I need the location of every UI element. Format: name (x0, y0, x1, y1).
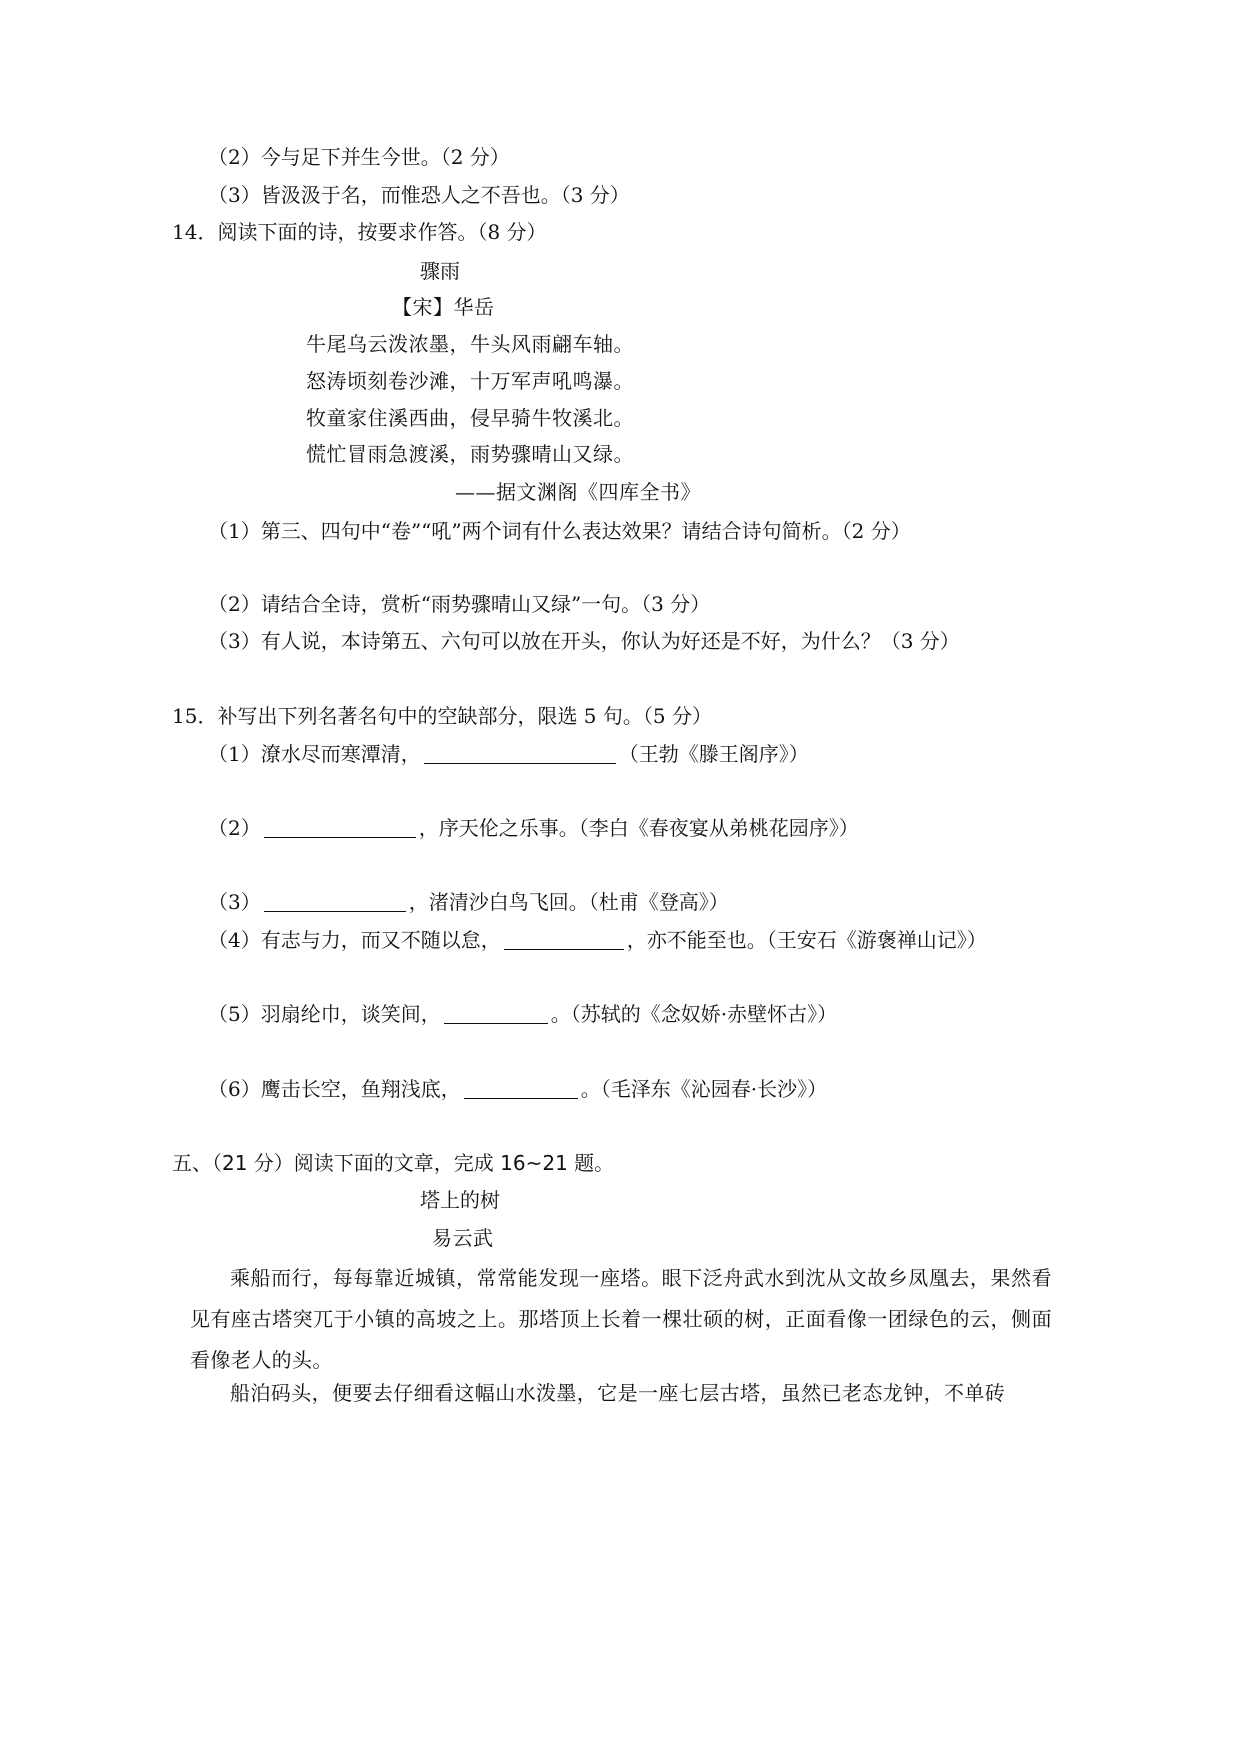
fill-blank-6[interactable] (464, 1078, 578, 1099)
fill-item-4 (208, 926, 987, 954)
fill-item-prefix: （4）有志与力，而又不随以怠， (208, 928, 501, 952)
article-paragraph-2: 船泊码头，便要去仔细看这幅山水泼墨，它是一座七层古塔，虽然已老态龙钟，不单砖 (230, 1381, 1006, 1405)
fill-item-1 (208, 740, 809, 768)
fill-item-suffix: 。（苏轼的《念奴娇·赤壁怀古》） (550, 1002, 838, 1026)
fill-item-3 (208, 888, 729, 916)
q13-item-2: （2）今与足下并生今世。（2 分） (208, 145, 510, 169)
fill-item-prefix: （5）羽扇纶巾，谈笑间， (208, 1002, 441, 1026)
poem-line-3: 牧童家住溪西曲，侵早骑牛牧溪北。 (306, 406, 634, 430)
poem-line-2: 怒涛顷刻卷沙滩，十万军声吼鸣瀑。 (306, 369, 634, 393)
fill-item-suffix: ，序天伦之乐事。（李白《春夜宴从弟桃花园序》） (418, 816, 859, 840)
section-heading: 五、（21 分）阅读下面的文章，完成 16~21 题。 (172, 1151, 615, 1175)
fill-blank-2[interactable] (264, 817, 416, 838)
poem-line-4: 慌忙冒雨急渡溪，雨势骤晴山又绿。 (306, 442, 634, 466)
fill-item-suffix: 。（毛泽东《沁园春·长沙》） (580, 1077, 828, 1101)
q15-stem: 15．补写出下列名著名句中的空缺部分，限选 5 句。（5 分） (172, 704, 712, 728)
fill-item-suffix: ，亦不能至也。（王安石《游褒禅山记》） (626, 928, 987, 952)
fill-item-5 (208, 1000, 837, 1028)
fill-item-prefix: （3） (208, 890, 261, 914)
poem-source: ——据文渊阁《四库全书》 (455, 480, 701, 504)
fill-blank-5[interactable] (444, 1003, 548, 1024)
q14-stem: 14．阅读下面的诗，按要求作答。（8 分） (172, 220, 547, 244)
fill-item-prefix: （1）潦水尽而寒潭清， (208, 742, 421, 766)
fill-item-prefix: （6）鹰击长空，鱼翔浅底， (208, 1077, 461, 1101)
q14-sub-2: （2）请结合全诗，赏析“雨势骤晴山又绿”一句。（3 分） (208, 592, 711, 616)
fill-blank-1[interactable] (424, 743, 616, 764)
fill-item-suffix: （王勃《滕王阁序》） (618, 742, 809, 766)
fill-blank-4[interactable] (504, 929, 624, 950)
poem-author: 【宋】华岳 (392, 295, 495, 319)
q14-sub-1: （1）第三、四句中“卷”“吼”两个词有什么表达效果？请结合诗句简析。（2 分） (208, 519, 911, 543)
poem-title: 骤雨 (420, 259, 460, 283)
article-title: 塔上的树 (420, 1188, 500, 1212)
fill-item-prefix: （2） (208, 816, 261, 840)
article-paragraph-1: 乘船而行，每每靠近城镇，常常能发现一座塔。眼下泛舟武水到沈从文故乡凤凰去，果然看见有座古塔突兀于小镇的高坡之上。那塔顶上长着一棵壮硕的树，正面看像一团绿色的云，侧面看像老人的头。 (190, 1266, 1052, 1372)
fill-blank-3[interactable] (264, 891, 406, 912)
fill-item-2 (208, 814, 859, 842)
fill-item-6 (208, 1075, 827, 1103)
q14-sub-3: （3）有人说，本诗第五、六句可以放在开头，你认为好还是不好，为什么？（3 分） (208, 629, 960, 653)
article-author: 易云武 (432, 1226, 494, 1250)
poem-line-1: 牛尾乌云泼浓墨，牛头风雨翩车轴。 (306, 332, 634, 356)
q13-item-3: （3）皆汲汲于名，而惟恐人之不吾也。（3 分） (208, 183, 630, 207)
fill-item-suffix: ，渚清沙白鸟飞回。（杜甫《登高》） (408, 890, 729, 914)
